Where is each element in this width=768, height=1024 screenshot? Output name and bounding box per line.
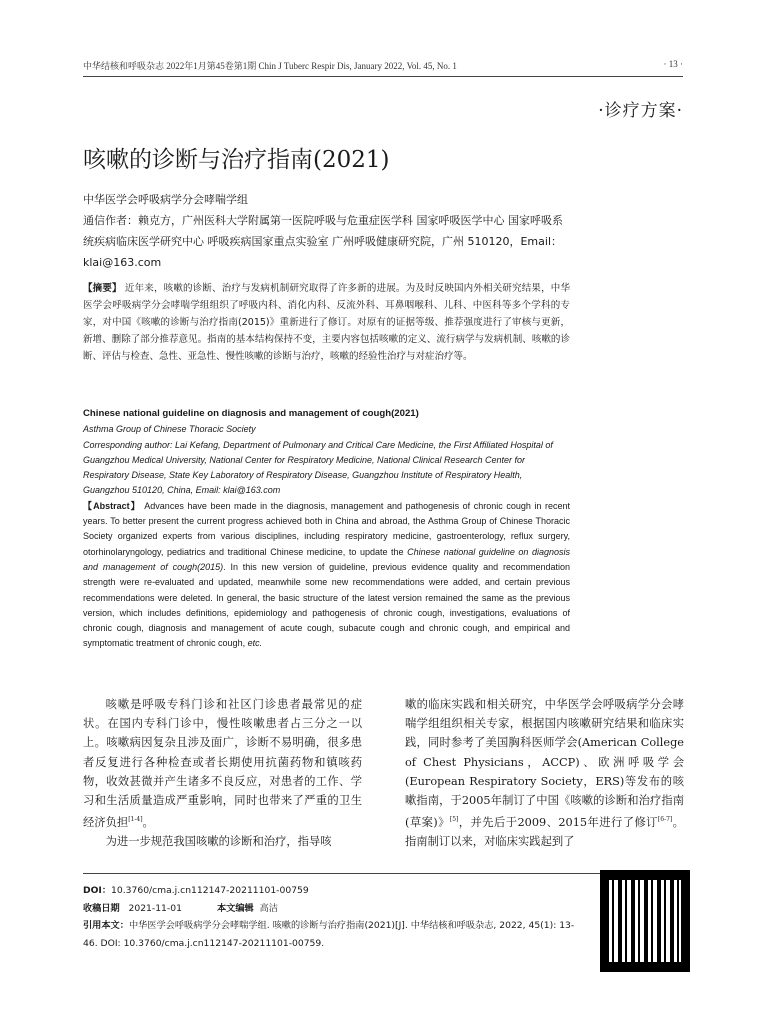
- author-group-cn: 中华医学会呼吸病学分会哮喘学组: [83, 193, 248, 206]
- received-label: 收稿日期: [83, 902, 120, 914]
- body-text: 。: [142, 815, 154, 829]
- header-rule: [83, 76, 683, 77]
- citation-label: 引用本文：: [83, 920, 129, 931]
- body-text: 咳嗽是呼吸专科门诊和社区门诊患者最常见的症状。在国内专科门诊中，慢性咳嗽患者占三分之一以上。咳嗽病因复杂且涉及面广，诊断不易明确，很多患者反复进行各种检查或者长期使用抗菌药物和镇咳药物，收效甚微并产生诸多不良反应，对患者的工作、学习和生活质量造成严重影响，同时也带来了严重的卫生经济负担: [83, 698, 362, 829]
- abstract-cn: [83, 280, 570, 365]
- body-column-left: [83, 695, 362, 851]
- english-abstract-italic: Chinese national guideline on diagnosis and management of cough(2015): [83, 546, 571, 572]
- english-abstract-block: [83, 406, 570, 652]
- qr-pattern: [609, 880, 681, 962]
- reference-marker[interactable]: [6-7]: [657, 816, 673, 824]
- english-title: Chinese national guideline on diagnosis and management of cough(2021): [83, 408, 419, 419]
- citation-line: [83, 917, 583, 952]
- qr-code-image[interactable]: [600, 870, 690, 972]
- doi-value[interactable]: 10.3760/cma.j.cn112147-20211101-00759: [111, 885, 309, 896]
- doi-line: [83, 882, 583, 900]
- citation-text: 中华医学会呼吸病学分会哮喘学组. 咳嗽的诊断与治疗指南(2021)[J]. 中华结核和呼吸杂志, 2022, 45(1): 13-46. DOI: 10.3760/cma.j.cn112147-20211101-00759.: [83, 920, 575, 949]
- abstract-cn-label: 【摘要】: [83, 283, 122, 294]
- english-group: Asthma Group of Chinese Thoracic Society: [83, 424, 256, 435]
- body-paragraph: [405, 695, 684, 851]
- body-column-right: [405, 695, 684, 851]
- doi-label: DOI：: [83, 885, 112, 896]
- article-footer: [83, 882, 583, 952]
- article-title: 咳嗽的诊断与治疗指南(2021): [83, 147, 390, 173]
- received-line: [83, 900, 583, 918]
- authors-cn: [83, 189, 573, 273]
- editor-name: 高洁: [259, 902, 278, 914]
- body-text: ，并先后于2009、2015年进行了修订: [458, 815, 658, 829]
- english-abstract-etc: etc.: [247, 638, 263, 649]
- correspondence-cn: 通信作者：赖克方，广州医科大学附属第一医院呼吸与危重症医学科 国家呼吸医学中心 国家呼吸系统疾病临床医学研究中心 呼吸疾病国家重点实验室 广州呼吸健康研究院，广州 510120，Email：klai@163.com: [83, 214, 563, 269]
- body-text: 。指南制订以来，对临床实践起到了: [405, 815, 684, 849]
- english-abstract-label: 【Abstract】: [83, 500, 141, 511]
- body-paragraph: 为进一步规范我国咳嗽的诊断和治疗，指导咳: [105, 835, 332, 849]
- body-text: 嗽的临床实践和相关研究，中华医学会呼吸病学分会哮喘学组组织相关专家，根据国内咳嗽研究结果和临床实践，同时参考了美国胸科医师学会(American College of Chest Physicians，ACCP)、欧洲呼吸学会(European Respiratory Society，ERS)等发布的咳嗽指南，于2005年制订了中国《咳嗽的诊断和治疗指南(草案)》: [405, 698, 684, 829]
- english-correspondence: Corresponding author: Lai Kefang, Department of Pulmonary and Critical Care Medicine, the First Affiliated Hospital of Guangzhou Medical University, National Center for Respiratory Medicine, National Clinical Research Center for Respiratory Disease, State Key Laboratory of Respiratory Disease, Guangzhou Institute of Respiratory Health, Guangzhou 510120, China, Email: klai@163.com: [83, 439, 553, 496]
- reference-marker[interactable]: [5]: [449, 816, 459, 824]
- reference-marker[interactable]: [1-4]: [128, 816, 143, 824]
- abstract-cn-text: 近年来，咳嗽的诊断、治疗与发病机制研究取得了许多新的进展。为及时反映国内外相关研究结果，中华医学会呼吸病学分会哮喘学组组织了呼吸内科、消化内科、反流外科、耳鼻咽喉科、儿科、中医科等多个学科的专家，对中国《咳嗽的诊断与治疗指南(2015)》重新进行了修订。对原有的证据等级、推荐强度进行了审核与更新，新增、删除了部分推荐意见。指南的基本结构保持不变，主要内容包括咳嗽的定义、流行病学与发病机制、咳嗽的诊断、评估与检查、急性、亚急性、慢性咳嗽的诊断与治疗，咳嗽的经验性治疗与对症治疗等。: [83, 283, 570, 362]
- page-number: · 13 ·: [663, 59, 683, 69]
- body-paragraph: [83, 695, 362, 832]
- footer-rule: [83, 873, 683, 874]
- running-header: [83, 59, 683, 73]
- journal-citation-header: 中华结核和呼吸杂志 2022年1月第45卷第1期 Chin J Tuberc Respir Dis, January 2022, Vol. 45, No. 1: [83, 61, 457, 71]
- english-abstract-text-1: Advances have been made in the diagnosis, management and pathogenesis of chronic cough in recent years. To better present the current progress achieved both in China and abroad, the Asthma Group of Chinese Thoracic Society organized experts from various disciplines, including respiratory medicine, gastroenterology, reflux surgery, otorhinolaryngology, pediatrics and traditional Chinese medicine, to update the: [83, 500, 570, 557]
- english-abstract: [83, 499, 570, 652]
- editor-label: 本文编辑: [216, 902, 254, 914]
- section-label: ·诊疗方案·: [598, 101, 683, 121]
- english-abstract-text-2: . In this new version of guideline, previous evidence quality and recommendation strength were re-evaluated and updated, meanwhile some new recommendations were added, and certain previous recommendations were deleted. In general, the basic structure of the latest version remained the same as the previous version, which includes definitions, epidemiology and pathogenesis of chronic cough, investigations, evaluations of chronic cough, diagnosis and management of acute cough, subacute cough and chronic cough, and empirical and symptomatic treatment of chronic cough,: [83, 561, 571, 649]
- received-date: 2021-11-01: [128, 902, 182, 914]
